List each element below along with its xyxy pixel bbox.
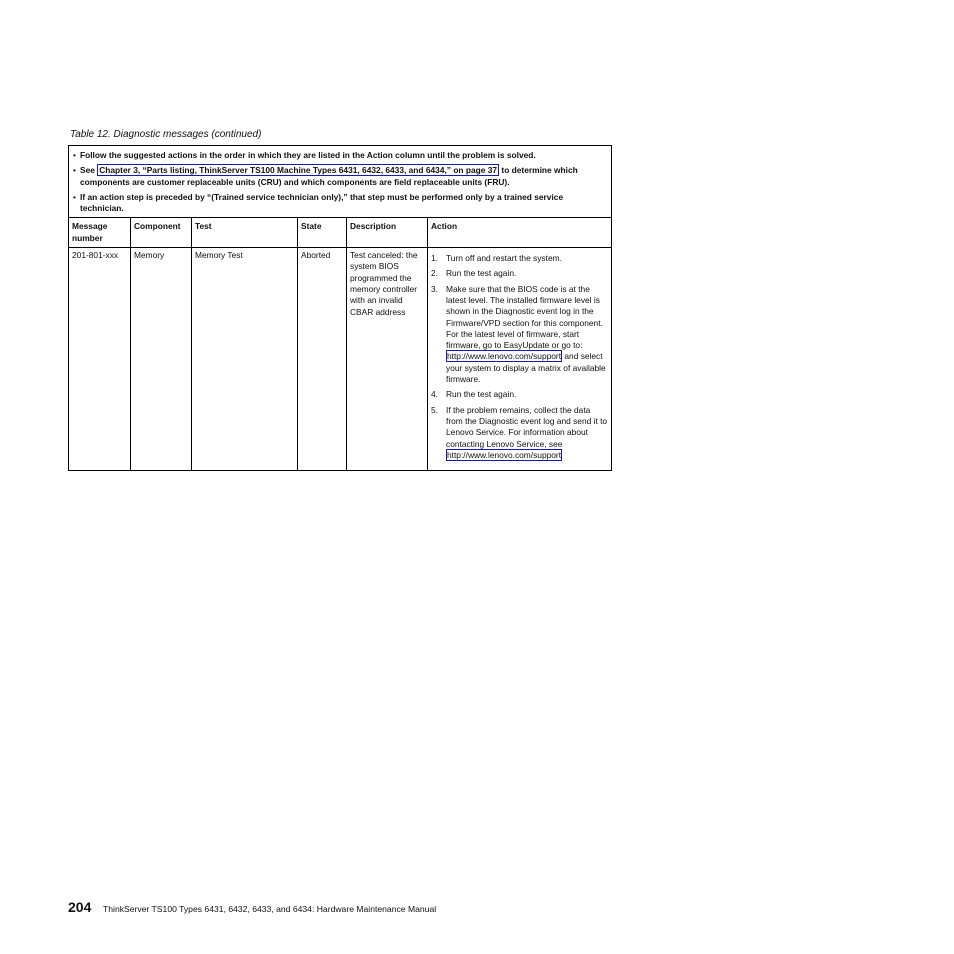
step-text xyxy=(446,405,609,461)
step-number: 4. xyxy=(431,389,438,400)
cell-test: Memory Test xyxy=(192,248,298,471)
table-caption: Table 12. Diagnostic messages (continued) xyxy=(70,129,262,140)
column-header-action: Action xyxy=(428,218,612,248)
column-header-component: Component xyxy=(131,218,192,248)
lenovo-support-link[interactable]: http://www.lenovo.com/support xyxy=(447,351,562,362)
bullet: • xyxy=(73,191,76,202)
cell-description: Test canceled: the system BIOS programmed the memory controller with an invalid CBAR address xyxy=(347,248,428,471)
note-text-post: to determine which components are customer replaceable units (CRU) and which components are field replaceable units (FRU). xyxy=(80,165,578,187)
action-step xyxy=(431,405,609,461)
cell-action xyxy=(428,248,612,471)
table-row xyxy=(69,248,612,471)
step-number: 3. xyxy=(431,283,438,294)
action-step xyxy=(431,389,609,400)
step-text-pre: Make sure that the BIOS code is at the latest level. The installed firmware level is shown in the Diagnostic event log in the Firmware/VPD section for this component. For the latest level of firmware, start firmware, go to EasyUpdate or go to: xyxy=(446,283,603,351)
diagnostic-messages-table xyxy=(68,145,612,471)
step-number: 2. xyxy=(431,268,438,279)
step-text: Run the test again. xyxy=(446,268,517,279)
bullet: • xyxy=(73,150,76,160)
note-text-pre: See xyxy=(80,165,98,176)
page-number: 204 xyxy=(68,899,92,915)
step-number: 5. xyxy=(431,404,438,415)
step-text-post: and select your system to display a matrix of available firmware. xyxy=(446,351,606,385)
page-footer xyxy=(68,899,436,915)
column-header-message-number: Message number xyxy=(69,218,131,248)
step-text-pre: If the problem remains, collect the data from the Diagnostic event log and send it to Lenovo Service. For information about contacting Lenovo Service, see xyxy=(446,404,608,449)
column-header-state: State xyxy=(298,218,347,248)
bullet: • xyxy=(73,165,76,176)
table-notes xyxy=(69,146,612,218)
manual-title: ThinkServer TS100 Types 6431, 6432, 6433, and 6434: Hardware Maintenance Manual xyxy=(103,904,437,914)
note-text: Follow the suggested actions in the order in which they are listed in the Action column until the problem is solved. xyxy=(80,150,536,160)
note-text: If an action step is preceded by “(Trained service technician only),” that step must be performed only by a trained service technician. xyxy=(80,191,564,214)
cell-state: Aborted xyxy=(298,248,347,471)
note-text xyxy=(80,165,607,188)
step-number: 1. xyxy=(431,253,438,264)
table-header-row xyxy=(69,218,612,248)
cell-message-number: 201-801-xxx xyxy=(69,248,131,471)
action-step xyxy=(431,253,609,264)
note-item xyxy=(69,150,607,161)
note-item xyxy=(69,192,607,215)
action-steps xyxy=(431,250,609,461)
step-text xyxy=(446,284,609,386)
column-header-test: Test xyxy=(192,218,298,248)
cell-component: Memory xyxy=(131,248,192,471)
action-step xyxy=(431,268,609,279)
chapter-3-link[interactable]: Chapter 3, “Parts listing, ThinkServer TS100 Machine Types 6431, 6432, 6433, and 6434,” on page 37 xyxy=(99,165,498,176)
step-text: Turn off and restart the system. xyxy=(446,253,562,264)
note-item xyxy=(69,165,607,188)
column-header-description: Description xyxy=(347,218,428,248)
action-step xyxy=(431,284,609,386)
lenovo-support-link[interactable]: http://www.lenovo.com/support xyxy=(447,449,562,460)
step-text: Run the test again. xyxy=(446,389,517,400)
